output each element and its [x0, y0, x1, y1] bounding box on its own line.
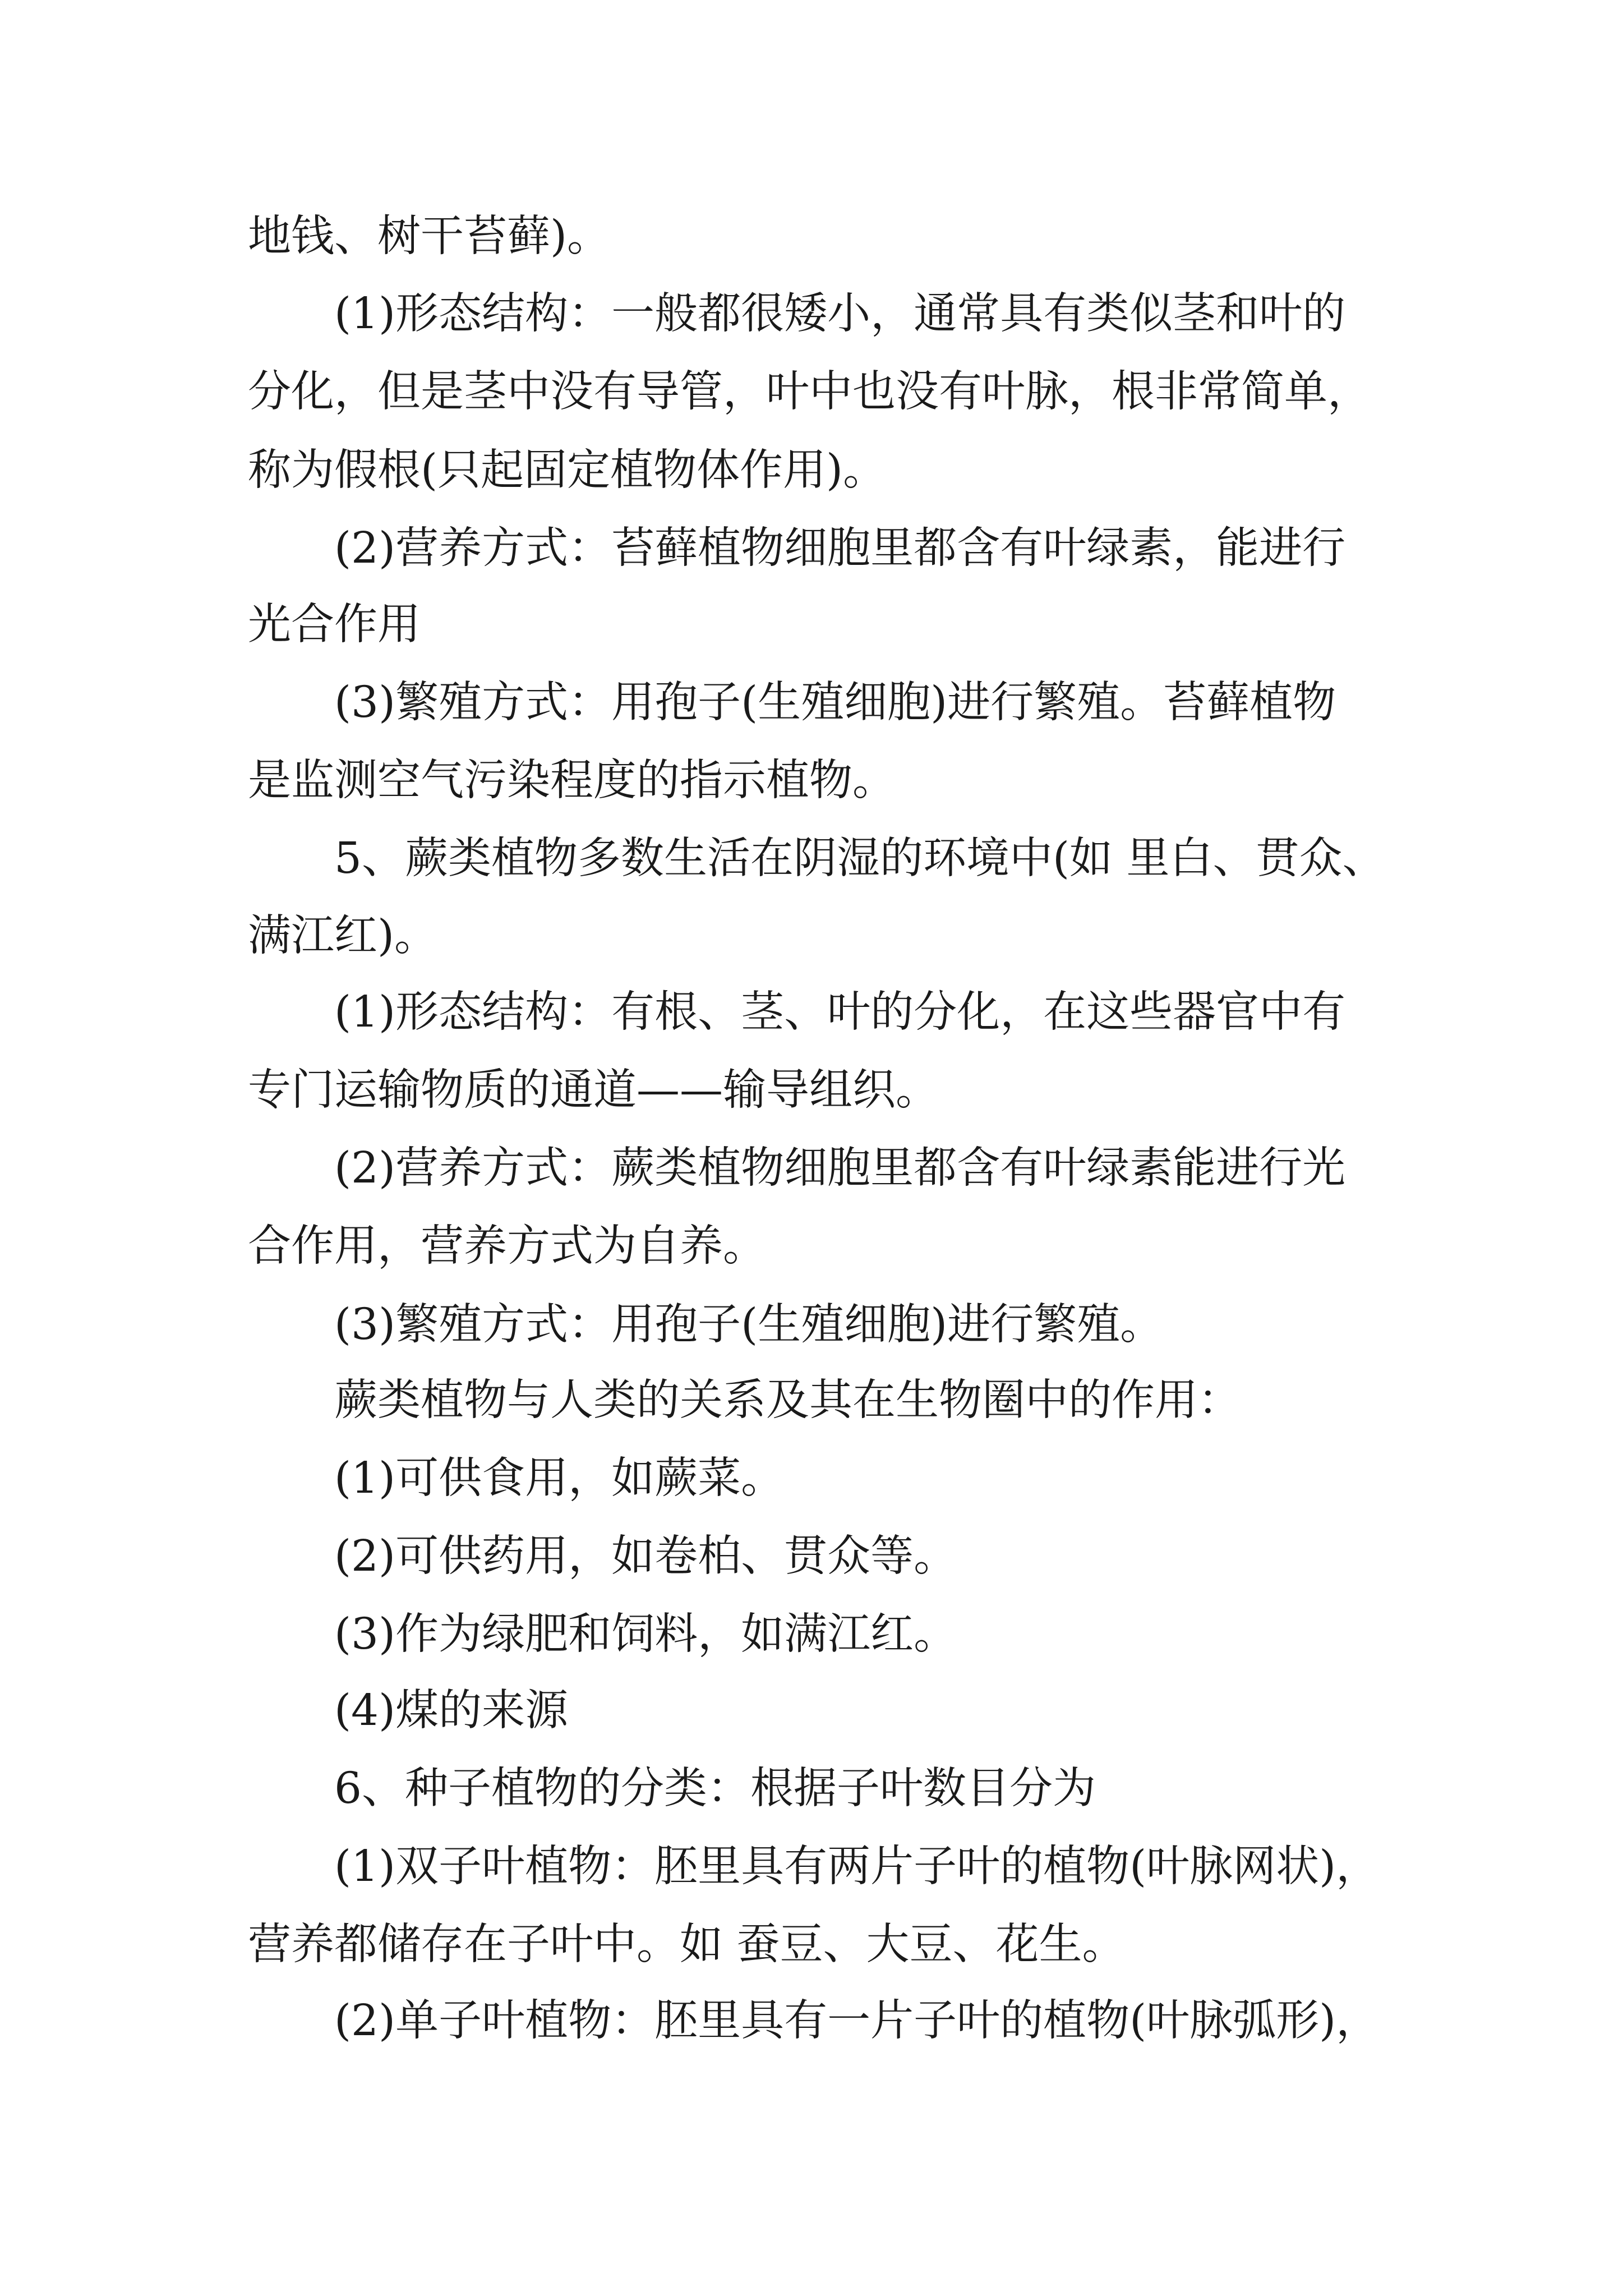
text-line: 合作用，营养方式为自养。 — [248, 1221, 766, 1271]
text-line: 蕨类植物与人类的关系及其在生物圈中的作用： — [334, 1375, 1241, 1425]
text-line: 分化，但是茎中没有导管，叶中也没有叶脉，根非常简单， — [248, 367, 1371, 417]
text-line: 地钱、树干苔藓)。 — [248, 211, 611, 261]
text-line: 专门运输物质的通道——输导组织。 — [248, 1065, 939, 1115]
text-line: 营养都储存在子叶中。如 蚕豆、大豆、花生。 — [248, 1920, 1126, 1970]
text-line: (2)可供药用，如卷柏、贯众等。 — [334, 1531, 957, 1581]
text-line: 称为假根(只起固定植物体作用)。 — [248, 445, 887, 495]
text-line: (3)繁殖方式：用孢子(生殖细胞)进行繁殖。苔藓植物 — [334, 678, 1336, 728]
text-line: 满江红)。 — [248, 911, 438, 961]
text-line: (1)双子叶植物：胚里具有两片子叶的植物(叶脉网状)， — [334, 1842, 1380, 1892]
text-line: (4)煤的来源 — [334, 1686, 569, 1736]
text-line: (1)可供食用，如蕨菜。 — [334, 1453, 785, 1503]
text-line: 是监测空气污染程度的指示植物。 — [248, 756, 896, 806]
text-line: (3)繁殖方式：用孢子(生殖细胞)进行繁殖。 — [334, 1300, 1164, 1350]
text-line: (1)形态结构：有根、茎、叶的分化，在这些器官中有 — [334, 987, 1346, 1037]
text-line: 5、蕨类植物多数生活在阴湿的环境中(如 里白、贯众、 — [334, 834, 1386, 884]
text-line: (3)作为绿肥和饲料，如满江红。 — [334, 1609, 957, 1659]
text-line: 6、种子植物的分类：根据子叶数目分为 — [334, 1764, 1096, 1814]
text-line: (1)形态结构：一般都很矮小，通常具有类似茎和叶的 — [334, 289, 1346, 339]
text-line: (2)营养方式：苔藓植物细胞里都含有叶绿素，能进行 — [334, 523, 1346, 573]
text-line: 光合作用 — [248, 600, 421, 650]
text-line: (2)单子叶植物：胚里具有一片子叶的植物(叶脉弧形)， — [334, 1996, 1380, 2046]
text-line: (2)营养方式：蕨类植物细胞里都含有叶绿素能进行光 — [334, 1143, 1346, 1193]
